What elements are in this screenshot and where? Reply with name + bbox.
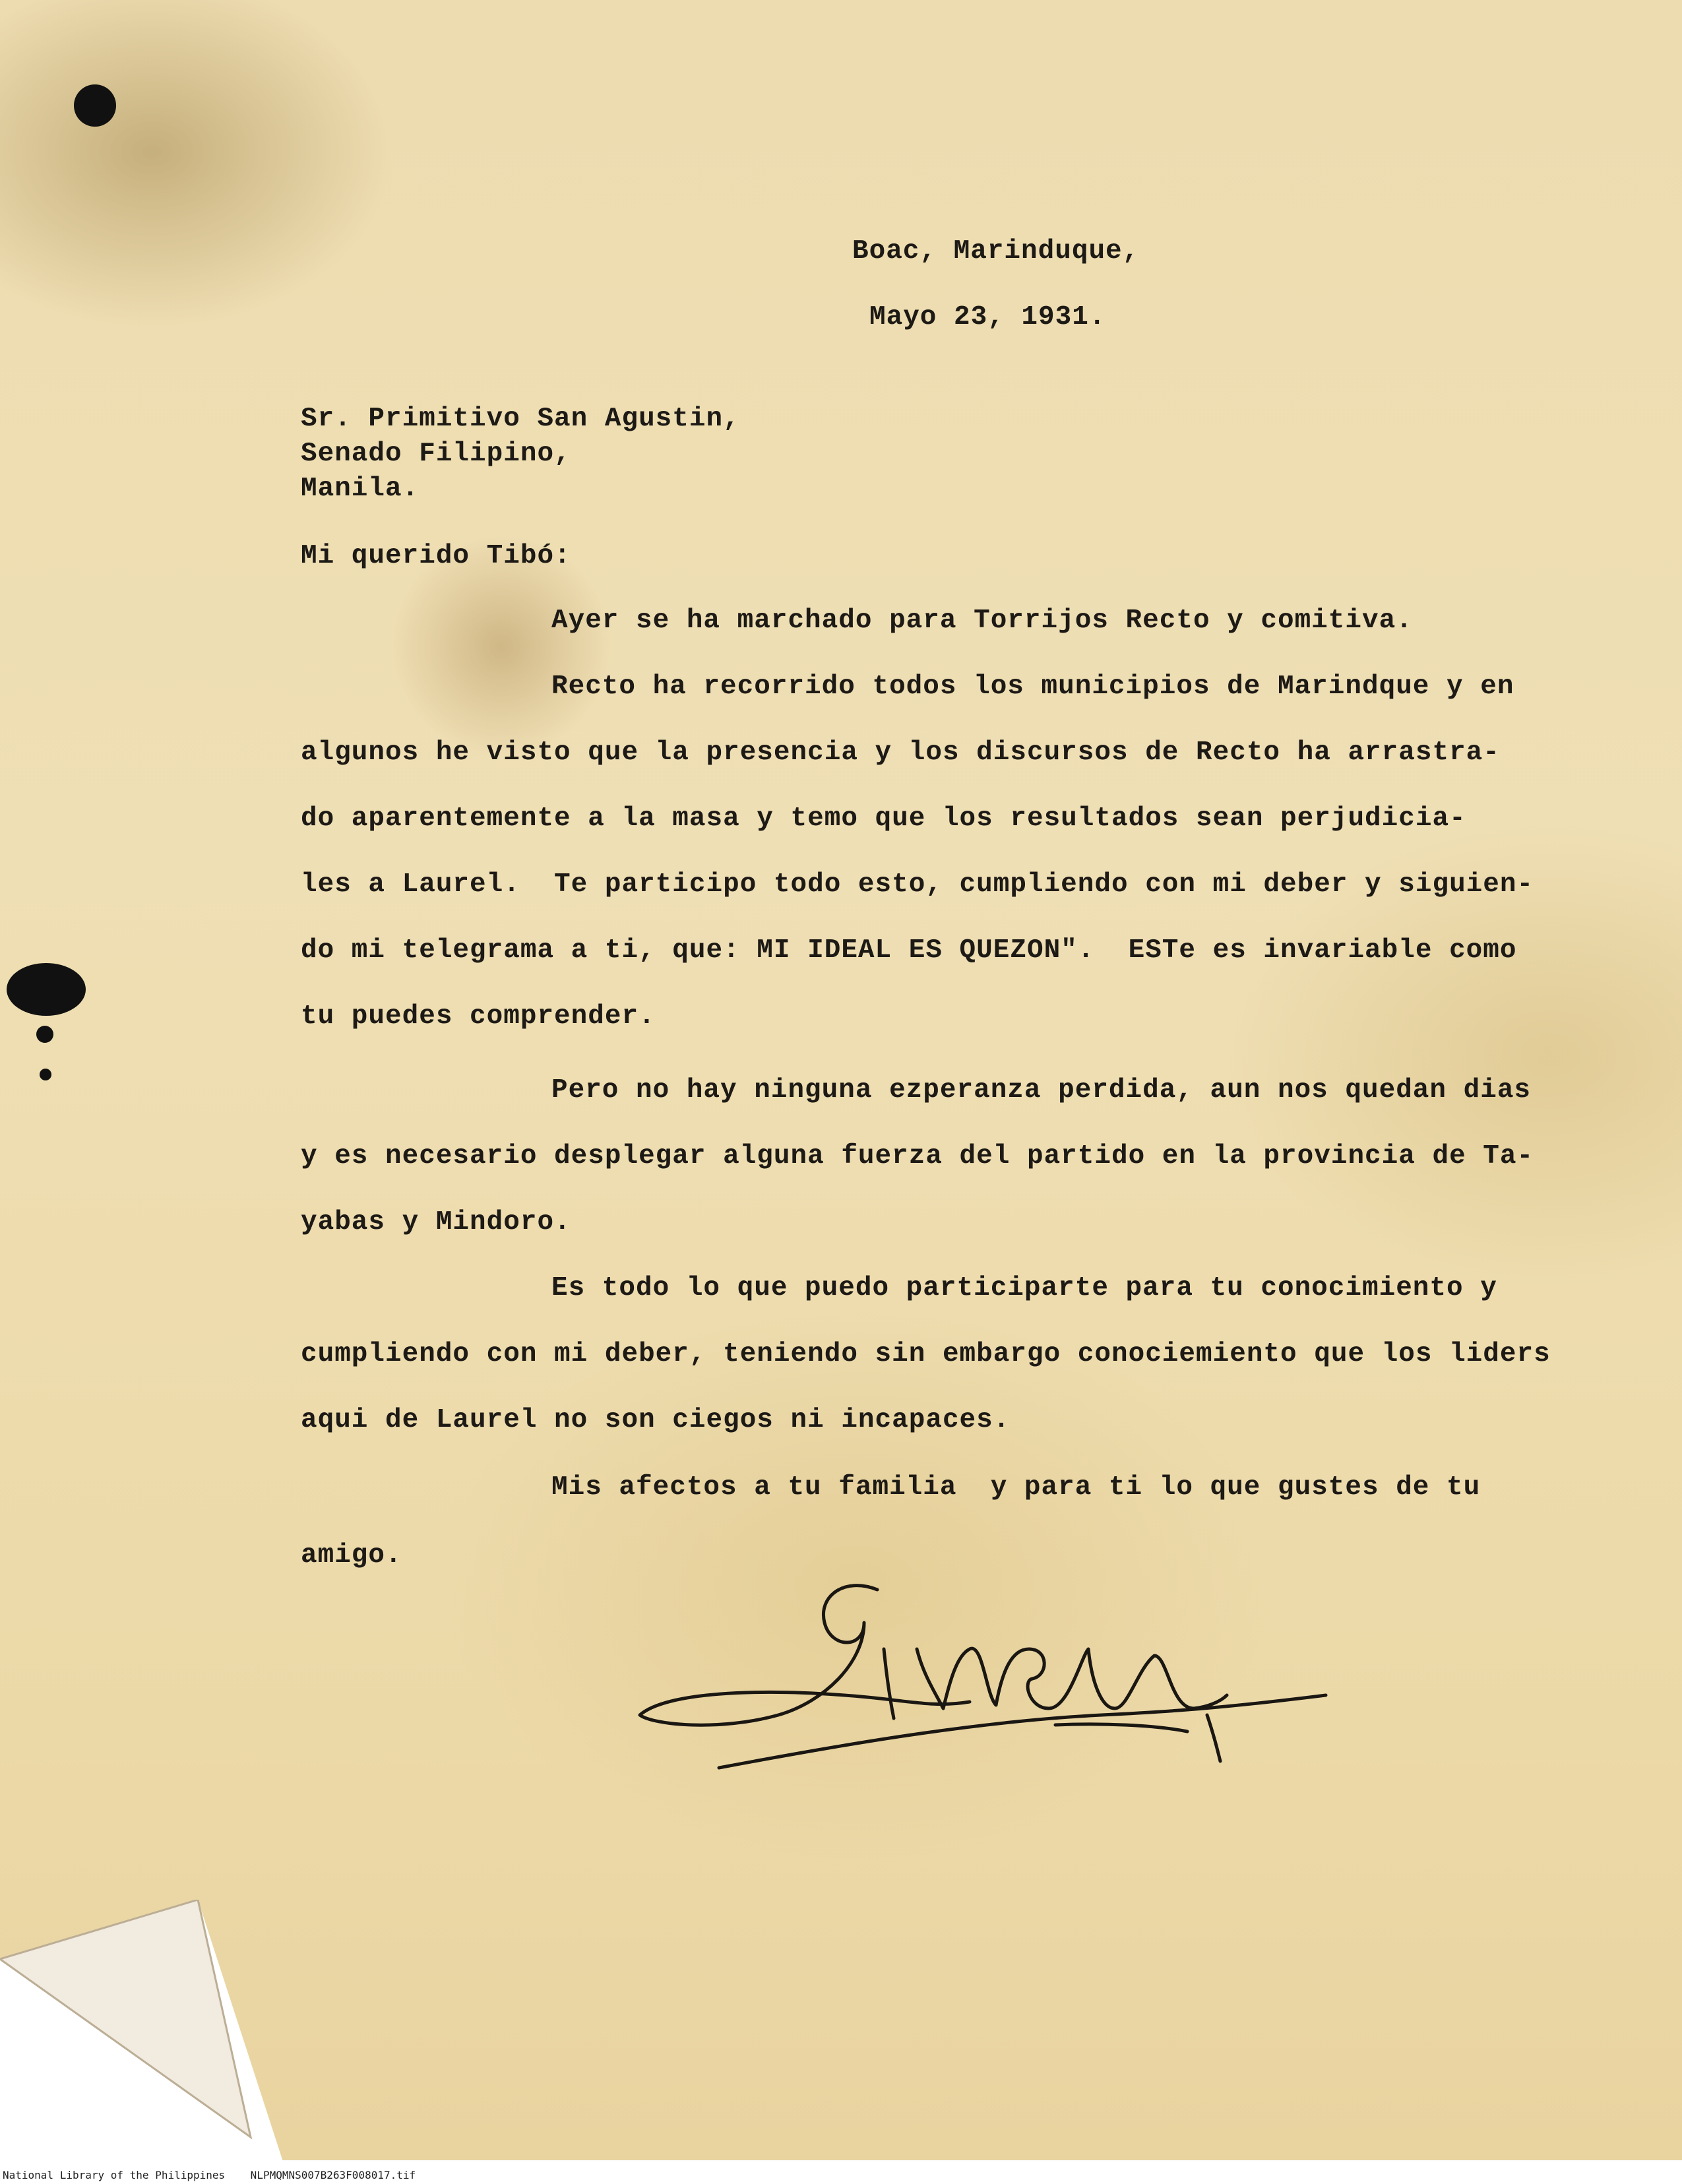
body-line: do aparentemente a la masa y temo que los resultados sean perjudicia-: [301, 803, 1466, 834]
body-line: Es todo lo que puedo participarte para tu conocimiento y: [551, 1273, 1497, 1303]
body-line: yabas y Mindoro.: [301, 1207, 571, 1237]
body-line: algunos he visto que la presencia y los discursos de Recto ha arrastra-: [301, 737, 1500, 768]
salutation: Mi querido Tibó:: [301, 541, 571, 571]
body-line: y es necesario desplegar alguna fuerza del partido en la provincia de Ta-: [301, 1141, 1534, 1171]
body-line: aqui de Laurel no son ciegos ni incapaces.: [301, 1405, 1011, 1435]
recipient-name: Sr. Primitivo San Agustin,: [301, 404, 740, 434]
body-line: do mi telegrama a ti, que: MI IDEAL ES QUEZON". ESTe es invariable como: [301, 935, 1517, 966]
closing-line: Mis afectos a tu familia y para ti lo que gustes de tu: [551, 1472, 1481, 1503]
punch-hole-top: [74, 84, 116, 127]
ink-blot-drip-2: [40, 1069, 51, 1080]
signature: [627, 1550, 1352, 1788]
recipient-institution: Senado Filipino,: [301, 439, 571, 469]
recipient-city: Manila.: [301, 474, 420, 504]
body-line: Recto ha recorrido todos los municipios de Marindque y en: [551, 671, 1514, 702]
body-line: Pero no hay ninguna ezperanza perdida, aun nos quedan dias: [551, 1075, 1532, 1106]
body-line: cumpliendo con mi deber, teniendo sin embargo conociemiento que los liders: [301, 1339, 1551, 1369]
body-line: les a Laurel. Te participo todo esto, cumpliendo con mi deber y siguien-: [301, 869, 1534, 900]
archive-caption: National Library of the Philippines NLPMQMNS007B263F008017.tif: [3, 2169, 416, 2181]
place-line: Boac, Marinduque,: [852, 236, 1140, 266]
body-line: Ayer se ha marchado para Torrijos Recto y comitiva.: [551, 606, 1413, 636]
date-line: Mayo 23, 1931.: [869, 302, 1106, 332]
ink-blot-drip: [36, 1026, 53, 1043]
closing-word: amigo.: [301, 1540, 402, 1571]
ink-blot-left: [7, 963, 86, 1016]
body-line: tu puedes comprender.: [301, 1001, 656, 1032]
folded-corner: [0, 1900, 284, 2164]
